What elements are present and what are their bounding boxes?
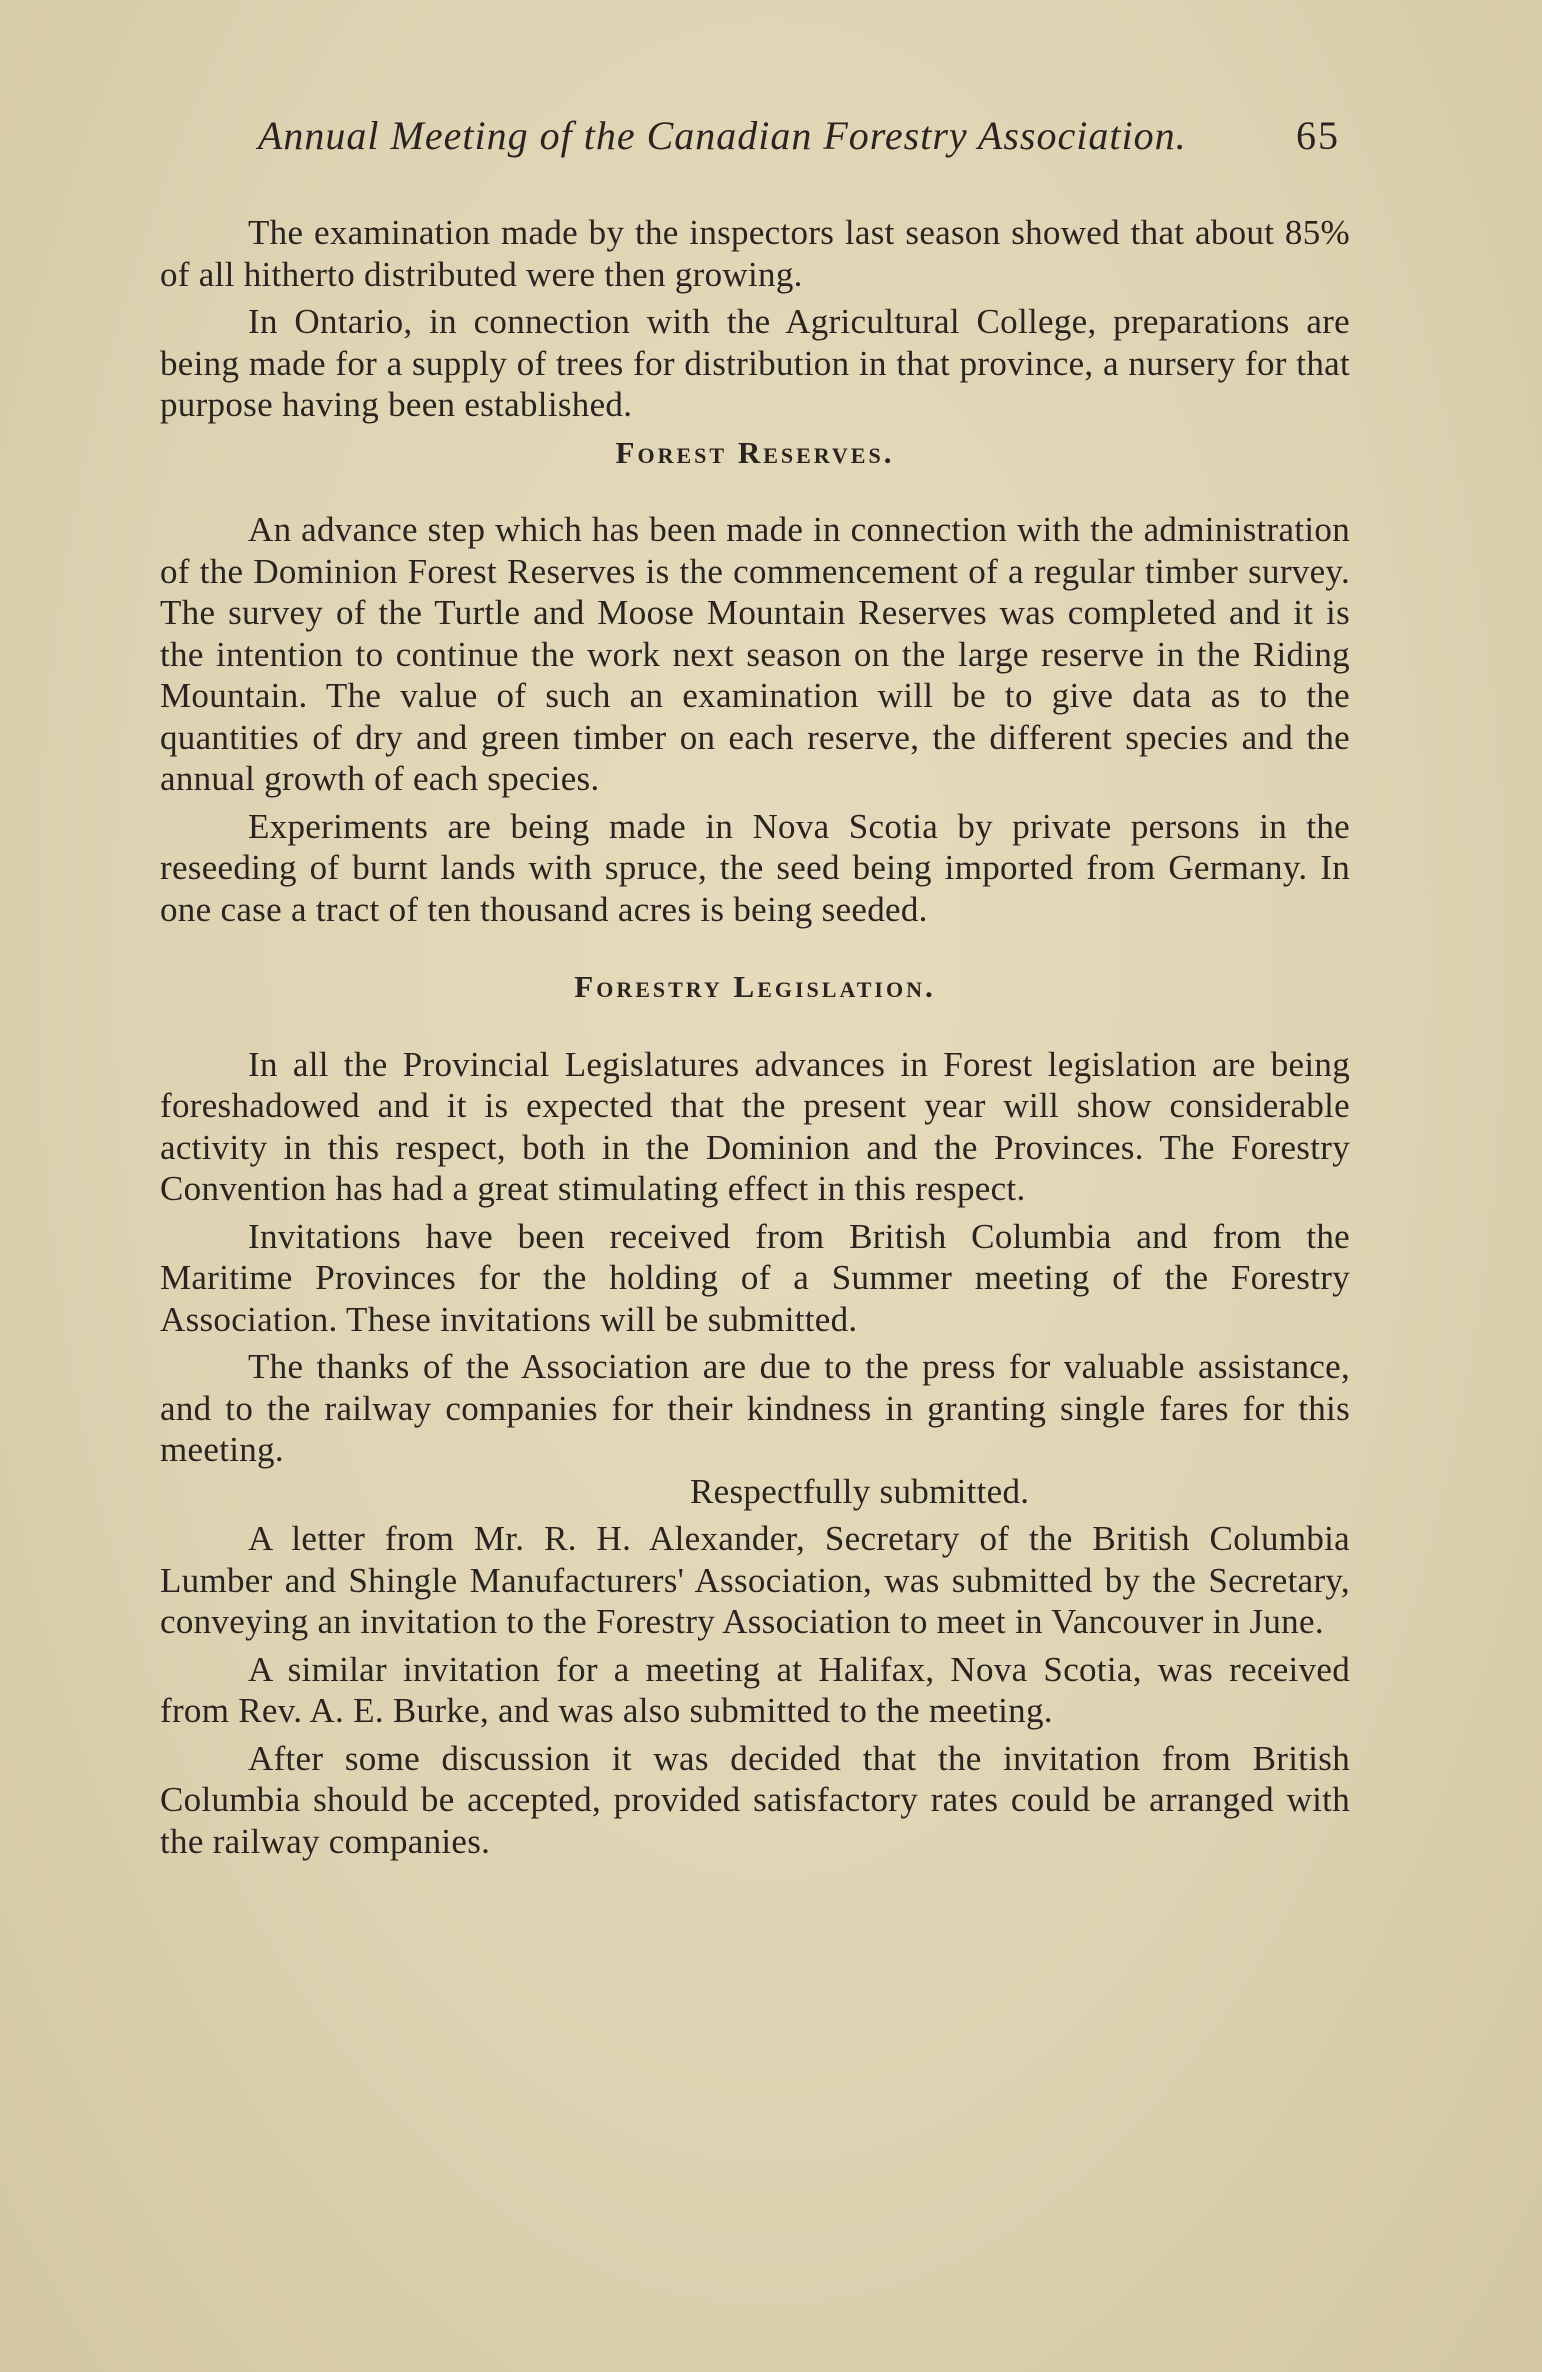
paragraph-nova-scotia-reseeding: Experiments are being made in Nova Scotia by private persons in the reseeding of burnt lands with spruce, the seed being imported from Germany. In one case a tract of ten thousand acres is being seeded. [160,806,1350,929]
paragraph-thanks: The thanks of the Association are due to the press for valuable assistance, and to the railway companies for their kindness in granting single fares for this meeting. [160,1347,1350,1469]
section-heading-forestry-legislation: Forestry Legislation. [574,969,936,1004]
page-number: 65 [1296,113,1340,158]
paragraph-provincial-legislatures: In all the Provincial Legislatures advances in Forest legislation are being foreshadowed and it is expected that the present year will show considerable activity in this respect, both in the Dominion and the Provinces. The Forestry Convention has had a great stimulating effect in this respect. [160,1044,1350,1208]
running-head [160,112,1340,172]
paragraph-invitations: Invitations have been received from British Columbia and from the Maritime Provinces for the holding of a Summer meeting of the Forestry Association. These invitations will be submitted. [160,1216,1350,1339]
running-title: Annual Meeting of the Canadian Forestry Association. [258,113,1187,158]
paragraph-decision: After some discussion it was decided that the invitation from British Columbia should be accepted, provided satisfactory rates could be arranged with the railway companies. [160,1738,1350,1861]
paragraph-timber-survey: An advance step which has been made in connection with the administration of the Dominion Forest Reserves is the commencement of a regular timber survey. The survey of the Turtle and Moose Mountain Reserves was completed and it is the intention to continue the work next season on the large reserve in the Riding Mountain. The value of such an examination will be to give data as to the quantities of dry and green timber on each reserve, the different species and the annual growth of each species. [160,510,1350,798]
section-heading-forest-reserves: Forest Reserves. [615,434,895,470]
paragraph-survey-results: The examination made by the inspectors last season showed that about 85% of all hitherto distributed were then growing. [160,213,1350,294]
signoff: Respectfully submitted. [690,1471,1030,1511]
paragraph-halifax-invitation: A similar invitation for a meeting at Halifax, Nova Scotia, was received from Rev. A. E. Burke, and was also submitted to the meeting. [160,1649,1350,1730]
paragraph-alexander-letter: A letter from Mr. R. H. Alexander, Secretary of the British Columbia Lumber and Shingle Manufacturers' Association, was submitted by the Secretary, conveying an invitation to the Forestry Association to meet in Vancouver in June. [160,1519,1350,1641]
page-body [160,212,1350,1862]
paragraph-ontario-nursery: In Ontario, in connection with the Agricultural College, preparations are being made for a supply of trees for distribution in that province, a nursery for that purpose having been established. [160,302,1350,424]
